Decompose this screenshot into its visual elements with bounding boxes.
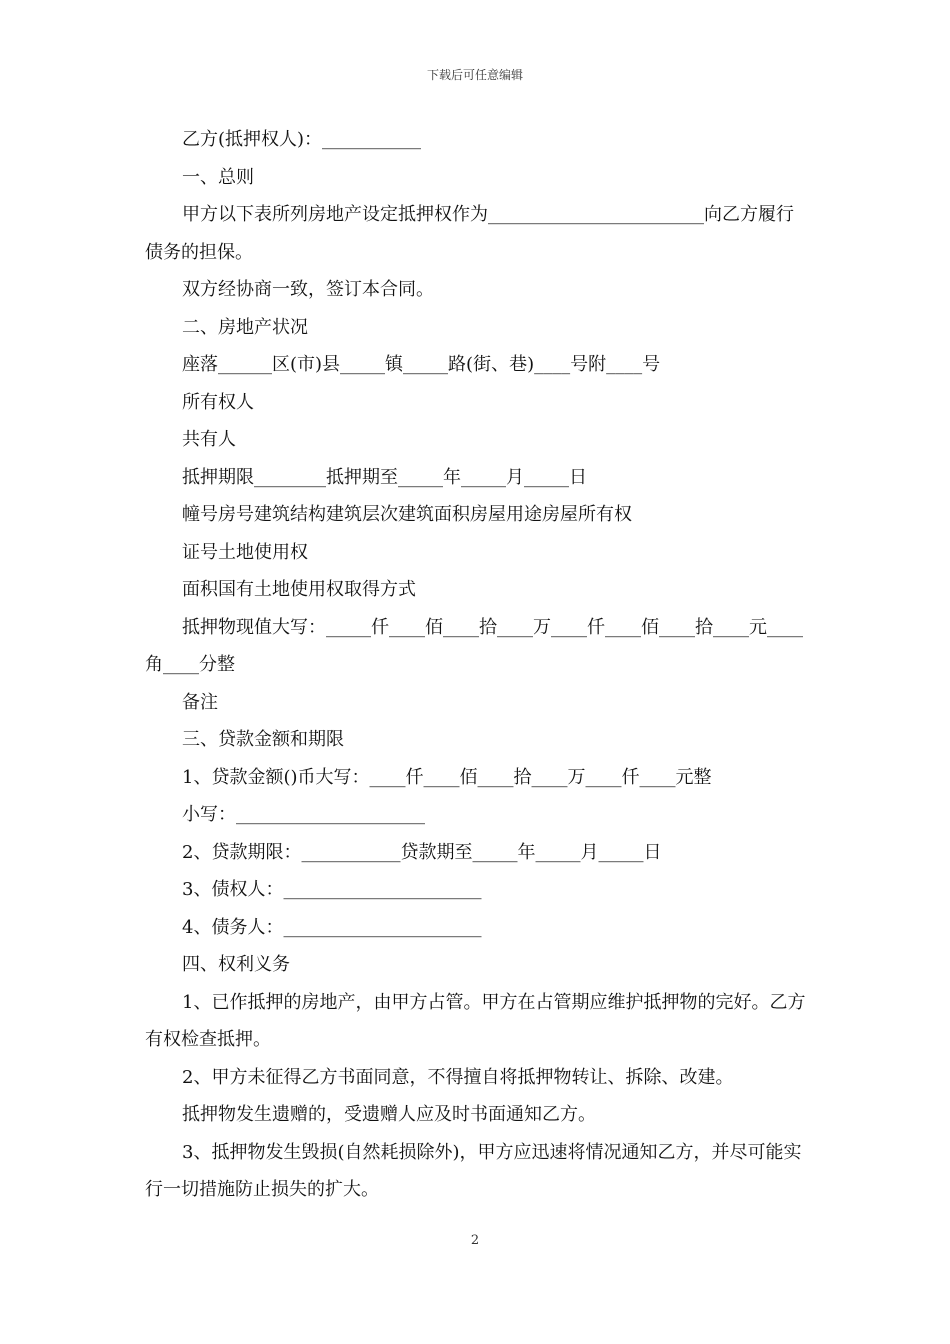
paragraph: 4、债务人：______________________ <box>182 916 482 938</box>
paragraph: 2、贷款期限：___________贷款期至_____年_____月_____日 <box>182 841 662 863</box>
paragraph: 抵押期限________抵押期至_____年_____月_____日 <box>182 466 587 488</box>
document-body <box>145 121 810 1209</box>
paragraph: 1、已作抵押的房地产，由甲方占管。甲方在占管期应维护抵押物的完好。乙方有权检查抵押。 <box>145 991 806 1050</box>
paragraph: 1、贷款金额()币大写：____仟____佰____拾____万____仟____元整 <box>182 766 712 788</box>
paragraph: 三、贷款金额和期限 <box>182 729 344 750</box>
paragraph: 甲方以下表所列房地产设定抵押权作为________________________向乙方履行债务的担保。 <box>145 204 794 263</box>
paragraph: 座落______区(市)县_____镇_____路(街、巷)____号附____号 <box>182 354 661 375</box>
paragraph: 所有权人 <box>182 391 254 413</box>
page-number: 2 <box>470 1233 480 1248</box>
paragraph: 小写：_____________________ <box>182 804 425 825</box>
paragraph: 双方经协商一致，签订本合同。 <box>182 279 434 300</box>
paragraph: 面积国有土地使用权取得方式 <box>182 579 416 600</box>
paragraph: 抵押物现值大写：_____仟____佰____拾____万____仟____佰____拾____元____角____分整 <box>145 616 803 675</box>
paragraph: 共有人 <box>182 429 236 450</box>
paragraph: 四、权利义务 <box>182 954 290 975</box>
paragraph: 证号土地使用权 <box>182 541 308 563</box>
paragraph: 3、抵押物发生毁损(自然耗损除外)，甲方应迅速将情况通知乙方，并尽可能实行一切措施防止损失的扩大。 <box>145 1141 802 1200</box>
paragraph: 一、总则 <box>182 166 254 188</box>
paragraph: 幢号房号建筑结构建筑层次建筑面积房屋用途房屋所有权 <box>182 504 632 525</box>
paragraph: 乙方(抵押权人)：___________ <box>182 129 422 150</box>
paragraph: 2、甲方未征得乙方书面同意，不得擅自将抵押物转让、拆除、改建。 <box>182 1066 734 1088</box>
paragraph: 二、房地产状况 <box>182 316 308 338</box>
paragraph: 3、债权人：______________________ <box>182 879 482 900</box>
paragraph: 抵押物发生遗赠的，受遗赠人应及时书面通知乙方。 <box>182 1104 596 1125</box>
page-header: 下载后可任意编辑 <box>426 68 523 82</box>
paragraph: 备注 <box>182 691 218 713</box>
